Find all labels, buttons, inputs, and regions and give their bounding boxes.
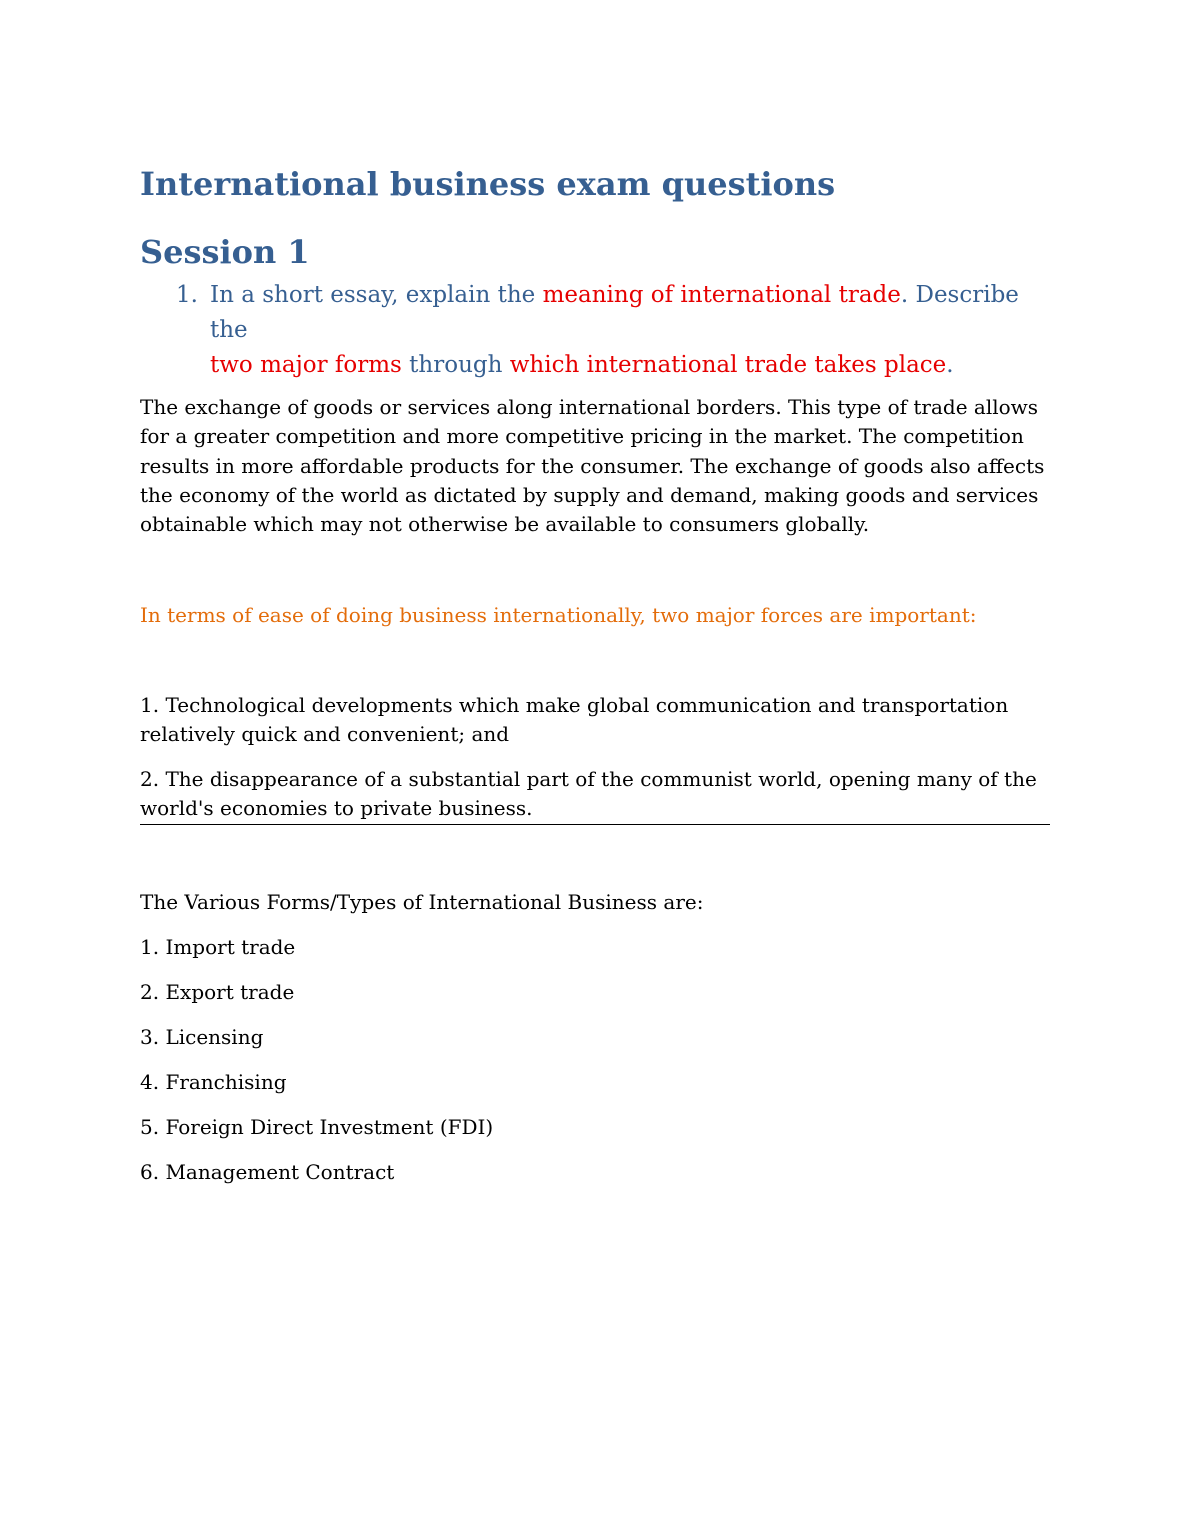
question-text <box>210 278 1050 383</box>
forms-list-item: 6. Management Contract <box>140 1160 395 1184</box>
forms-list-item: 2. Export trade <box>140 980 295 1004</box>
question-item <box>176 278 1050 383</box>
force-item: 1. Technological developments which make global communication and transportation relatively quick and convenient; and <box>140 693 1009 747</box>
document-title: International business exam questions <box>140 165 836 203</box>
question-segment: . <box>946 352 954 378</box>
horizontal-divider <box>140 824 1050 825</box>
question-number: 1. <box>176 282 198 308</box>
forms-heading: The Various Forms/Types of International Business are: <box>140 890 704 914</box>
question-highlight: meaning of international trade <box>542 282 901 308</box>
forms-list-item: 4. Franchising <box>140 1070 287 1094</box>
question-segment: through <box>401 352 510 378</box>
session-heading: Session 1 <box>140 233 310 271</box>
forces-intro: In terms of ease of doing business internationally, two major forces are important: <box>140 603 977 627</box>
force-item: 2. The disappearance of a substantial part of the communist world, opening many of the world's economies to private business. <box>140 767 1037 821</box>
forms-list-item: 3. Licensing <box>140 1025 264 1049</box>
forms-list-item: 1. Import trade <box>140 935 296 959</box>
answer-paragraph: The exchange of goods or services along international borders. This type of trade allows for a greater competition and more competitive pricing in the market. The competition results in more affordable products for the consumer. The exchange of goods also affects the economy of the world as dictated by supply and demand, making goods and services obtainable which may not otherwise be available to consumers globally. <box>140 395 1045 537</box>
forms-list-item: 5. Foreign Direct Investment (FDI) <box>140 1115 494 1139</box>
question-highlight: which international trade takes place <box>509 352 947 378</box>
question-segment: In a short essay, explain the <box>210 282 543 308</box>
question-highlight: two major forms <box>210 352 402 378</box>
question-segment: . Describe the <box>210 282 1019 343</box>
